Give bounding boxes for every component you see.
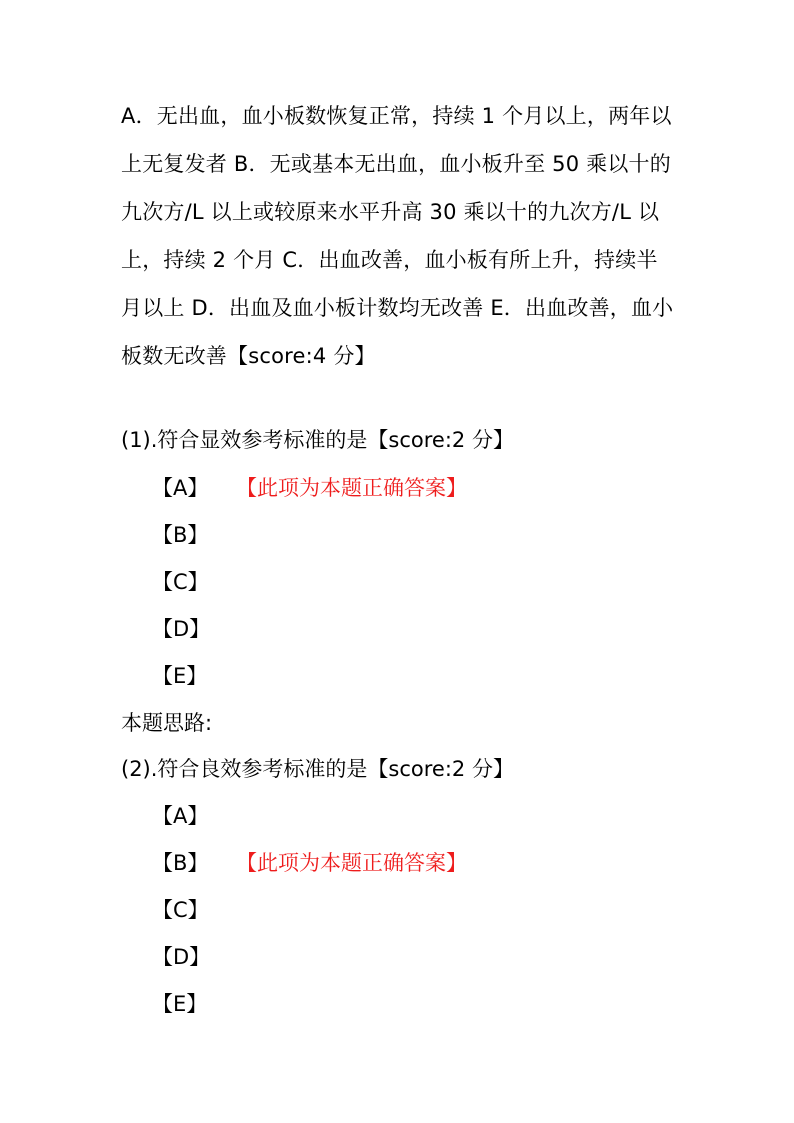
option-letter: 【B】: [152, 851, 209, 875]
option-letter: 【E】: [152, 992, 208, 1016]
option-letter: 【E】: [152, 664, 208, 688]
question-2-stem: (2).符合良效参考标准的是【score:2 分】: [121, 757, 514, 781]
question-1-option-e[interactable]: [152, 652, 236, 700]
question-1-stem: (1).符合显效参考标准的是【score:2 分】: [121, 428, 514, 452]
option-letter: 【C】: [152, 898, 209, 922]
option-letter: 【D】: [152, 945, 211, 969]
option-letter: 【A】: [152, 476, 209, 500]
explanation-label: 本题思路:: [121, 711, 213, 735]
question-1-option-c[interactable]: [152, 558, 236, 606]
question-2-option-c[interactable]: [152, 886, 236, 934]
option-letter: 【A】: [152, 804, 209, 828]
question-2-option-d[interactable]: [152, 933, 236, 981]
correct-answer-marker: 【此项为本题正确答案】: [236, 476, 467, 500]
question-1-option-a[interactable]: [152, 464, 467, 512]
question-2-option-e[interactable]: [152, 980, 236, 1028]
question-2-option-a[interactable]: [152, 792, 236, 840]
question-1-option-d[interactable]: [152, 605, 236, 653]
correct-answer-marker: 【此项为本题正确答案】: [236, 851, 467, 875]
question-2-option-b[interactable]: [152, 839, 467, 887]
option-letter: 【C】: [152, 570, 209, 594]
question-passage: A．无出血，血小板数恢复正常，持续 1 个月以上，两年以上无复发者 B．无或基本无出血，血小板升至 50 乘以十的九次方/L 以上或较原来水平升高 30 乘以十的九次方/L 以上，持续 2 个月 C．出血改善，血小板有所上升，持续半月以上 D．出血及血小板计数均无改善 E．出血改善，血小板数无改善【score:4 分】: [121, 104, 674, 368]
question-1-option-b[interactable]: [152, 511, 236, 559]
option-letter: 【D】: [152, 617, 211, 641]
option-letter: 【B】: [152, 523, 209, 547]
